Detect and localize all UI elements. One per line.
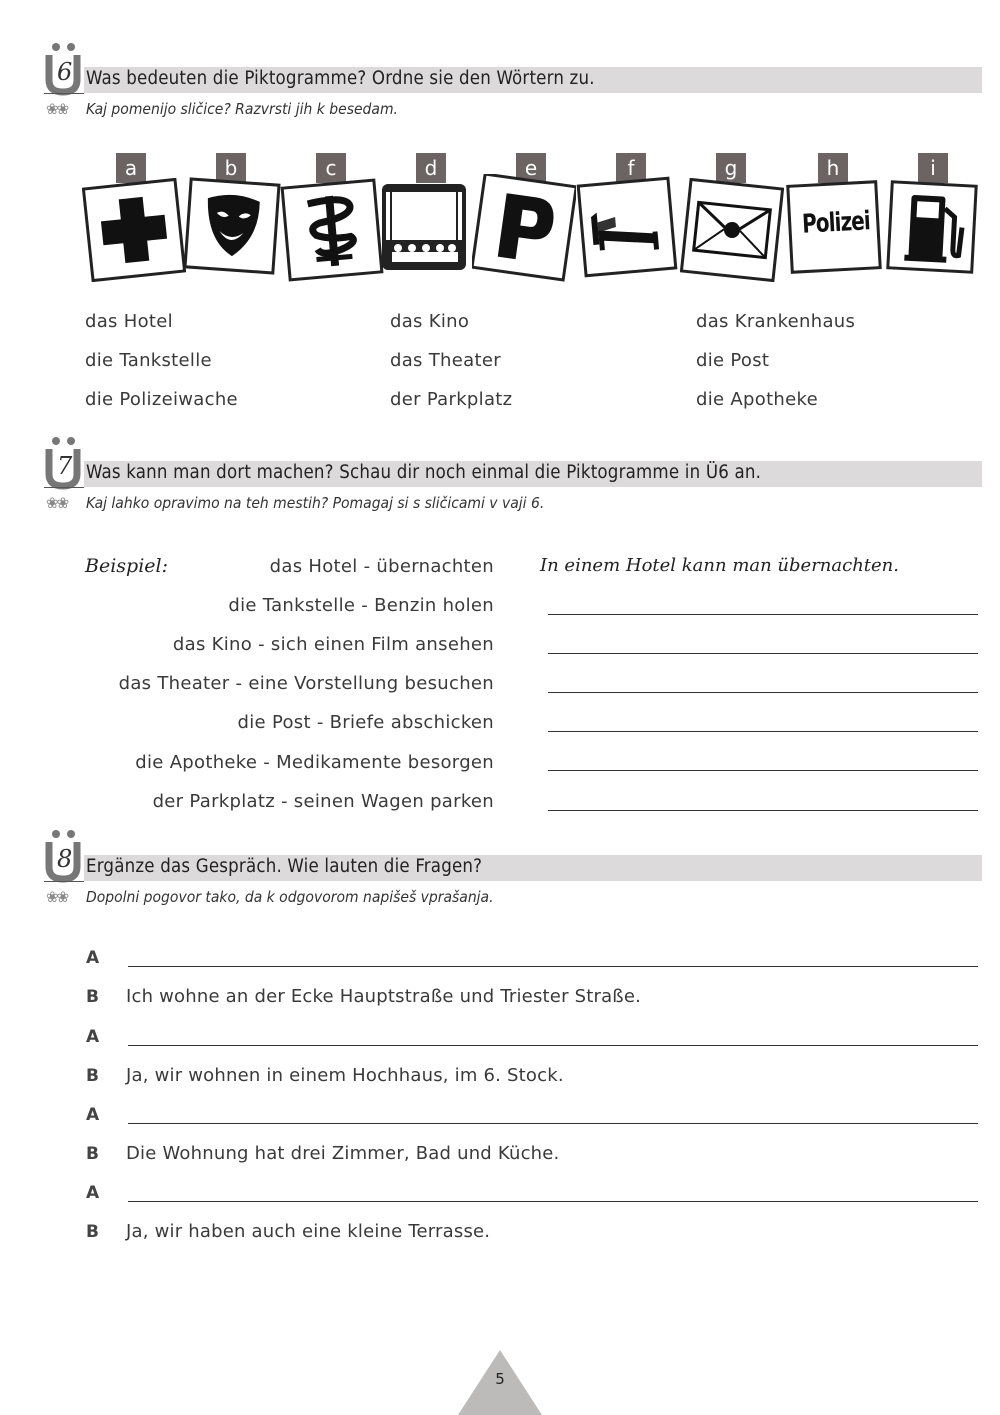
exercise-title: Was kann man dort machen? Schau dir noch einmal die Piktogramme in Ü6 an. [86,462,762,483]
answer-line[interactable] [548,692,978,693]
exercise-number-badge [44,42,82,94]
word-item: die Tankstelle [85,350,212,371]
word-item: das Hotel [85,311,173,332]
pictogram-letter: b [216,153,246,183]
pictogram-letter: c [316,153,346,183]
pictogram-letter: e [516,153,546,183]
speaker-label: B [86,1222,99,1242]
page-number: 5 [495,1370,505,1388]
flower-icon: ❀❀ [46,100,68,118]
dialogue-text: Ja, wir wohnen in einem Hochhaus, im 6. Stock. [126,1065,564,1086]
divider [44,881,84,882]
envelope-icon [680,178,784,282]
answer-line[interactable] [548,770,978,771]
pair-item: die Apotheke - Medikamente besorgen [135,752,494,773]
answer-line[interactable] [548,810,978,811]
dialogue-text: Ja, wir haben auch eine kleine Terrasse. [126,1221,491,1242]
exercise-number-badge [44,829,82,881]
answer-line[interactable] [548,731,978,732]
flower-icon: ❀❀ [46,494,68,512]
pair-item: das Theater - eine Vorstellung besuchen [118,673,494,694]
word-item: die Polizeiwache [85,389,238,410]
exercise-subtitle: Dopolni pogovor tako, da k odgovorom napišeš vprašanja. [86,888,494,906]
dialogue-text: Ich wohne an der Ecke Hauptstraße und Triester Straße. [126,986,642,1007]
answer-line[interactable] [548,653,978,654]
pictogram-letter: a [116,153,146,183]
fuel-pump-icon [884,178,980,276]
example-label: Beispiel: [85,555,168,577]
speaker-label: B [86,1066,99,1086]
bed-icon [576,176,678,278]
pharmacy-snake-icon [280,178,384,282]
answer-line[interactable] [128,1123,978,1124]
answer-line[interactable] [128,1045,978,1046]
pair-item: der Parkplatz - seinen Wagen parken [152,791,494,812]
dialogue-text: Die Wohnung hat drei Zimmer, Bad und Küche. [126,1143,560,1164]
pictogram-letter: d [416,153,446,183]
exercise-number-badge [44,436,82,488]
pair-item: das Hotel - übernachten [269,556,494,577]
example-answer: In einem Hotel kann man übernachten. [540,555,899,576]
answer-line[interactable] [548,614,978,615]
exercise-title: Ergänze das Gespräch. Wie lauten die Fragen? [86,856,483,877]
speaker-label: A [86,1183,100,1203]
exercise-number: 6 [57,58,73,86]
speaker-label: A [86,1027,100,1047]
theater-mask-icon [182,176,282,276]
exercise-number: 7 [57,452,73,480]
word-item: der Parkplatz [390,389,513,410]
word-item: das Kino [390,311,470,332]
pair-item: die Post - Briefe abschicken [237,712,494,733]
pair-item: das Kino - sich einen Film ansehen [172,634,494,655]
exercise-title: Was bedeuten die Piktogramme? Ordne sie den Wörtern zu. [86,68,595,89]
exercise-number: 8 [57,845,73,873]
divider [44,487,84,488]
pictogram-letter: h [818,153,848,183]
parking-icon [472,174,576,282]
word-item: die Post [696,350,770,371]
word-item: die Apotheke [696,389,818,410]
speaker-label: A [86,948,100,968]
word-item: das Krankenhaus [696,311,856,332]
police-sign-text: Polizei [801,206,871,240]
speaker-label: B [86,1144,99,1164]
pictogram-letter: i [918,153,948,183]
pair-item: die Tankstelle - Benzin holen [228,595,494,616]
divider [44,93,84,94]
speaker-label: A [86,1105,100,1125]
red-cross-icon [82,178,186,282]
cinema-screen-icon [380,182,468,272]
exercise-subtitle: Kaj lahko opravimo na teh mestih? Pomagaj si s sličicami v vaji 6. [86,494,545,512]
exercise-subtitle: Kaj pomenijo sličice? Razvrsti jih k besedam. [86,100,398,118]
answer-line[interactable] [128,1201,978,1202]
pictogram-letter: g [716,153,746,183]
flower-icon: ❀❀ [46,888,68,906]
pictogram-letter: f [616,153,646,183]
answer-line[interactable] [128,966,978,967]
speaker-label: B [86,987,99,1007]
word-item: das Theater [390,350,501,371]
